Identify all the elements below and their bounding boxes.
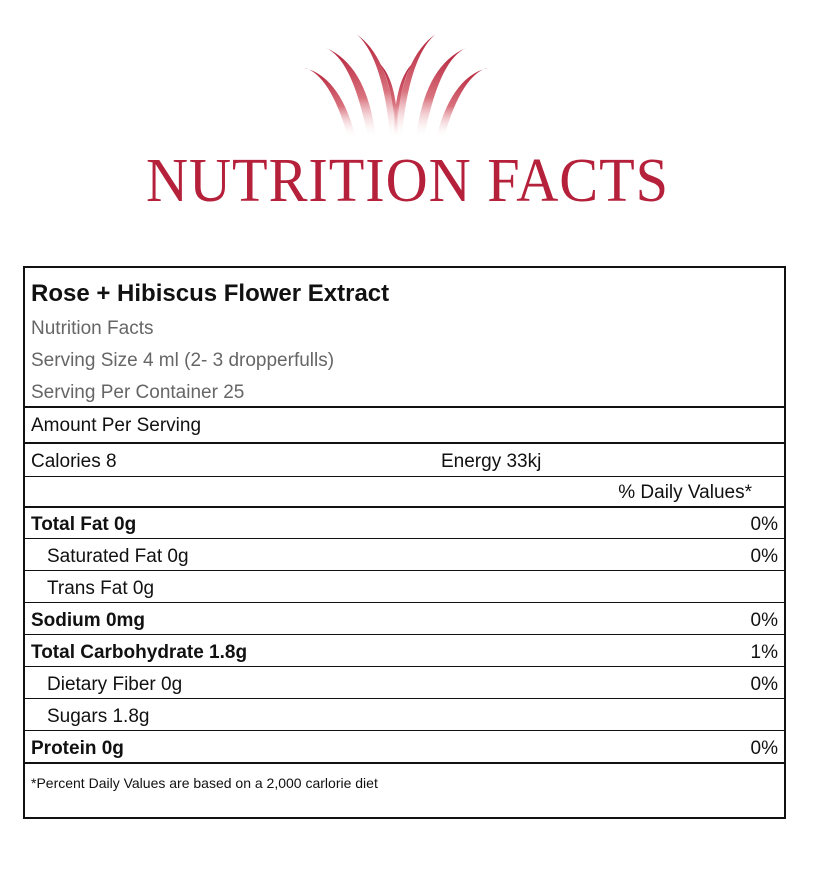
nutrient-name: Sugars 1.8g [47, 706, 150, 727]
amount-per-serving: Amount Per Serving [31, 415, 202, 436]
nutrition-label [23, 266, 786, 819]
nutrient-name: Dietary Fiber 0g [47, 674, 183, 695]
page-title: NUTRITION FACTS [146, 147, 669, 215]
divider [25, 570, 784, 571]
serving-size: Serving Size 4 ml (2- 3 dropperfulls) [31, 350, 335, 371]
divider [25, 634, 784, 635]
nutrient-daily-value: 1% [750, 642, 778, 663]
nutrient-daily-value: 0% [750, 738, 778, 759]
footnote: *Percent Daily Values are based on a 2,000 carlorie diet [31, 775, 378, 791]
divider [25, 666, 784, 667]
nutrient-daily-value: 0% [750, 610, 778, 631]
header [0, 0, 815, 240]
nutrient-name: Saturated Fat 0g [47, 546, 189, 567]
nutrient-name: Trans Fat 0g [47, 578, 155, 599]
daily-values-header: % Daily Values* [618, 482, 752, 503]
nutrient-daily-value: 0% [750, 674, 778, 695]
nutrient-name: Total Carbohydrate 1.8g [31, 642, 248, 663]
nutrient-daily-value: 0% [750, 514, 778, 535]
divider [25, 506, 784, 508]
divider [25, 442, 784, 444]
nutrient-daily-value: 0% [750, 546, 778, 567]
energy: Energy 33kj [441, 451, 542, 472]
product-name: Rose + Hibiscus Flower Extract [31, 280, 390, 307]
divider [25, 476, 784, 477]
divider [25, 730, 784, 731]
nutrient-name: Protein 0g [31, 738, 124, 759]
divider [25, 538, 784, 539]
calories: Calories 8 [31, 451, 117, 472]
divider [25, 406, 784, 408]
nutrient-name: Total Fat 0g [31, 514, 137, 535]
divider [25, 698, 784, 699]
divider [25, 602, 784, 603]
nutrient-name: Sodium 0mg [31, 610, 146, 631]
label-subtitle: Nutrition Facts [31, 318, 154, 339]
stylized-flower-petals-icon [296, 30, 496, 140]
servings-per-container: Serving Per Container 25 [31, 382, 245, 403]
divider [25, 762, 784, 764]
